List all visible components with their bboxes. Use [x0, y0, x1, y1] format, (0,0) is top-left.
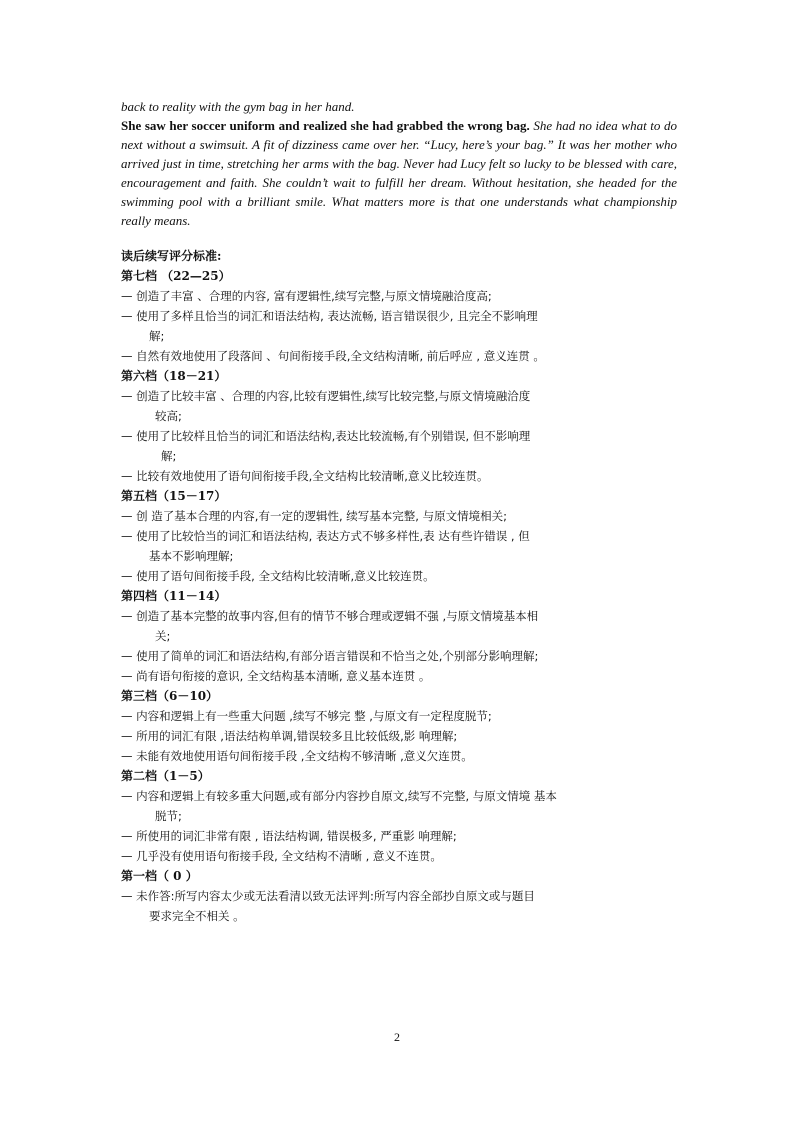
criterion-line: — 所用的词汇有限 ,语法结构单调,错误较多且比较低级,影 响理解; [121, 729, 458, 743]
criterion-line: — 所使用的词汇非常有限 , 语法结构调, 错误极多, 严重影 响理解; [121, 829, 457, 843]
criterion-line: — 内容和逻辑上有较多重大问题,或有部分内容抄自原文,续写不完整, 与原文情境 基本 [121, 789, 557, 803]
level-heading: 第二档（1－5） [121, 769, 210, 783]
criterion-line: — 创造了基本完整的故事内容,但有的情节不够合理或逻辑不强 ,与原文情境基本相 [121, 609, 539, 623]
criterion-line: — 自然有效地使用了段落间 、句间衔接手段,全文结构清晰, 前后呼应 , 意义连贯 。 [121, 349, 545, 363]
story-line-1: back to reality with the gym bag in her hand. [121, 99, 355, 114]
level-heading: 第六档（18－21） [121, 369, 227, 383]
criterion-continuation: 较高; [155, 409, 182, 423]
story-topic-sentence: She saw her soccer uniform and realized she had grabbed the wrong bag. [121, 118, 530, 133]
criterion-continuation: 要求完全不相关 。 [149, 909, 245, 923]
story-continuation [121, 97, 677, 230]
story-paragraph-2 [121, 116, 677, 230]
criterion-line: — 比较有效地使用了语句间衔接手段,全文结构比较清晰,意义比较连贯。 [121, 469, 489, 483]
criterion-line: — 几乎没有使用语句衔接手段, 全文结构不清晰 , 意义不连贯。 [121, 849, 442, 863]
criterion-continuation: 脱节; [155, 809, 182, 823]
criterion-line: — 使用了多样且恰当的词汇和语法结构, 表达流畅, 语言错误很少, 且完全不影响理 [121, 309, 538, 323]
criterion-continuation: 解; [161, 449, 177, 463]
rubric-section [121, 246, 681, 926]
criterion-line: — 使用了比较恰当的词汇和语法结构, 表达方式不够多样性,表 达有些许错误 , 但 [121, 529, 530, 543]
criterion-line: — 使用了比较样且恰当的词汇和语法结构,表达比较流畅,有个别错误, 但不影响理 [121, 429, 531, 443]
criterion-line: — 创造了比较丰富 、合理的内容,比较有逻辑性,续写比较完整,与原文情境融洽度 [121, 389, 531, 403]
level-heading: 第三档（6－10） [121, 689, 219, 703]
criterion-line: — 未能有效地使用语句间衔接手段 ,全文结构不够清晰 ,意义欠连贯。 [121, 749, 473, 763]
criterion-line: — 未作答:所写内容太少或无法看清以致无法评判:所写内容全部抄自原文或与题目 [121, 889, 535, 903]
criterion-line: — 创 造了基本合理的内容,有一定的逻辑性, 续写基本完整, 与原文情境相关; [121, 509, 507, 523]
criterion-line: — 内容和逻辑上有一些重大问题 ,续写不够完 整 ,与原文有一定程度脱节; [121, 709, 492, 723]
criterion-line: — 使用了简单的词汇和语法结构,有部分语言错误和不恰当之处,个别部分影响理解; [121, 649, 539, 663]
level-heading: 第七档 （22—25） [121, 269, 231, 283]
page-number: 2 [394, 1030, 400, 1044]
rubric-title: 读后续写评分标准: [121, 249, 222, 263]
criterion-continuation: 关; [155, 629, 171, 643]
level-heading: 第五档（15－17） [121, 489, 227, 503]
story-paragraph-text: She had no idea what to do next without a swimsuit. A fit of dizziness came over her. “Lucy, here’s your bag.” It was her mother who arrived just in time, stretching her arms with the bag. Never had Lucy felt so lucky to be blessed with care, encouragement and faith. She couldn’t wait to fulfill her dream. Without hesitation, she headed for the swimming pool with a brilliant smile. What matters more is that one understands what championship really means. [121, 118, 677, 228]
criterion-line: — 使用了语句间衔接手段, 全文结构比较清晰,意义比较连贯。 [121, 569, 435, 583]
criterion-line: — 尚有语句衔接的意识, 全文结构基本清晰, 意义基本连贯 。 [121, 669, 431, 683]
criterion-continuation: 解; [149, 329, 165, 343]
criterion-line: — 创造了丰富 、合理的内容, 富有逻辑性,续写完整,与原文情境融洽度高; [121, 289, 492, 303]
criterion-continuation: 基本不影响理解; [149, 549, 234, 563]
level-heading: 第四档（11－14） [121, 589, 227, 603]
level-heading: 第一档（ 0 ） [121, 869, 198, 883]
